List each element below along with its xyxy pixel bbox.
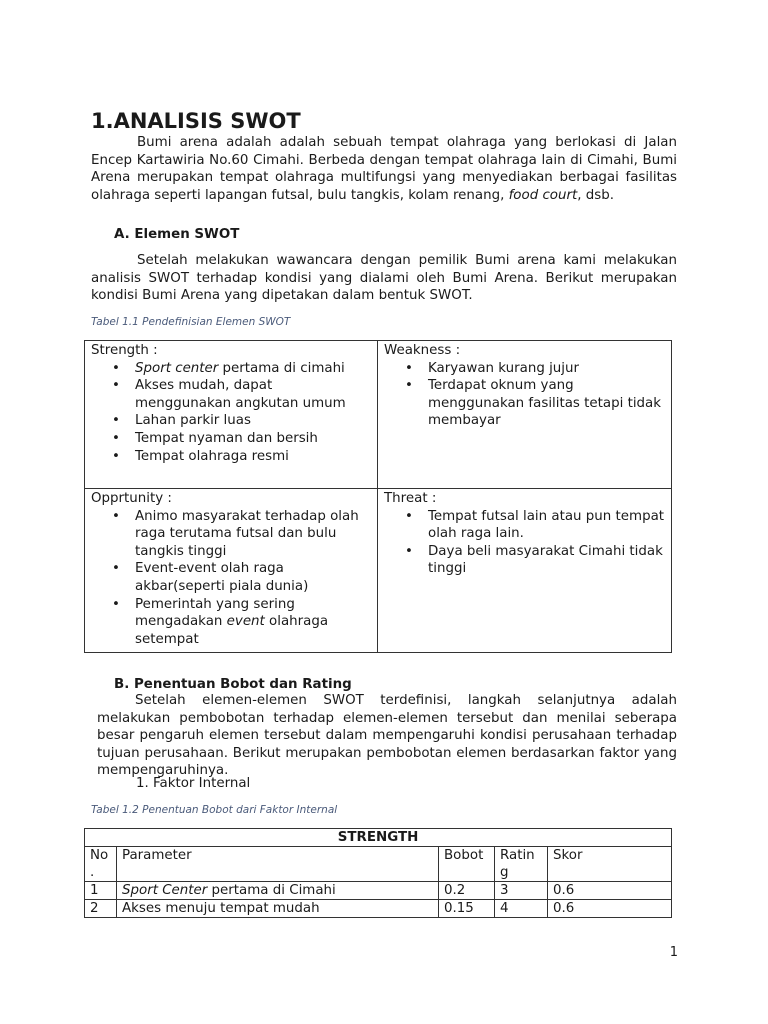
list-item <box>428 508 665 543</box>
cell-skor: 0.6 <box>548 882 672 900</box>
text-segment: pertama di Cimahi <box>207 883 336 898</box>
list-item <box>428 360 665 378</box>
text-segment: Sport Center <box>122 883 208 898</box>
list-item <box>135 560 371 595</box>
text-segment: olahraga setempat <box>135 614 329 647</box>
section-a-text: Setelah melakukan wawancara dengan pemilik Bumi arena kami melakukan analisis SWOT terhadap kondisi yang dialami oleh Bumi Arena. Berikut merupakan kondisi Bumi Arena yang dipetakan dalam bentuk SWOT. <box>91 253 677 304</box>
text-segment: Pemerintah yang sering mengadakan <box>135 596 295 630</box>
text-segment: Daya beli masyarakat Cimahi tidak tinggi <box>428 543 663 577</box>
list-item <box>428 543 665 578</box>
list-item <box>135 596 371 649</box>
strength-list <box>91 360 371 466</box>
text-segment: Akses mudah, dapat menggunakan angkutan umum <box>135 378 346 411</box>
cell-no: 1 <box>85 882 117 900</box>
text-segment: , dsb. <box>577 187 614 203</box>
weakness-cell <box>378 341 672 489</box>
text-segment: event <box>226 614 265 630</box>
text-segment: Tempat futsal lain atau pun tempat olah raga lain. <box>428 508 665 542</box>
list-item <box>135 448 371 466</box>
intro-text <box>91 134 677 204</box>
text-segment: Animo masyarakat terhadap olah raga terutama futsal dan bulu tangkis tinggi <box>135 508 359 559</box>
section-b-heading: B. Penentuan Bobot dan Rating <box>114 677 352 692</box>
text-segment: Event-event olah raga akbar(seperti piala dunia) <box>135 561 309 594</box>
text-segment: Tempat olahraga resmi <box>135 448 289 464</box>
text-segment: pertama di cimahi <box>218 360 345 376</box>
strength-table-body <box>85 882 672 918</box>
text-segment: Tempat nyaman dan bersih <box>135 430 318 446</box>
weakness-list <box>384 360 665 430</box>
text-segment: Akses menuju tempat mudah <box>122 901 320 916</box>
header-bobot: Bobot <box>439 847 495 882</box>
text-segment: Sport center <box>135 360 219 376</box>
text-segment: Terdapat oknum yang menggunakan fasilitas tetapi tidak membayar <box>428 378 662 429</box>
strength-label: Strength : <box>91 343 158 358</box>
cell-parameter <box>117 882 439 900</box>
opportunity-label: Opprtunity : <box>91 491 172 506</box>
cell-bobot: 0.15 <box>439 900 495 918</box>
cell-skor: 0.6 <box>548 900 672 918</box>
cell-parameter <box>117 900 439 918</box>
threat-label: Threat : <box>384 491 437 506</box>
list-item <box>135 377 371 412</box>
list-item <box>135 430 371 448</box>
text-segment: Karyawan kurang jujur <box>428 360 579 376</box>
list-item <box>135 412 371 430</box>
list-item <box>135 508 371 561</box>
header-skor: Skor <box>548 847 672 882</box>
section-a-heading: A. Elemen SWOT <box>114 227 240 242</box>
strength-cell <box>85 341 378 489</box>
text-segment: Bumi arena adalah adalah sebuah tempat olahraga yang berlokasi di Jalan Encep Kartawiria No.60 Cimahi. Berbeda dengan tempat olahraga lain di Cimahi, Bumi Arena merupakan tempat olahraga multifungsi yang menyediakan berbagai fasilitas olahraga seperti lapangan futsal, bulu tangkis, kolam renang, <box>91 135 677 203</box>
table-row <box>85 882 672 900</box>
list-item <box>135 360 371 378</box>
opportunity-list <box>91 508 371 649</box>
table-row <box>85 900 672 918</box>
cell-no: 2 <box>85 900 117 918</box>
header-no: No . <box>85 847 117 882</box>
faktor-internal-item: 1. Faktor Internal <box>136 776 251 791</box>
page-number: 1 <box>669 945 678 960</box>
table-1-1-caption: Tabel 1.1 Pendefinisian Elemen SWOT <box>91 316 291 328</box>
threat-list <box>384 508 665 578</box>
header-parameter: Parameter <box>117 847 439 882</box>
list-item <box>428 377 665 430</box>
section-b-paragraph <box>97 692 677 780</box>
text-segment: food court <box>508 187 578 203</box>
threat-cell <box>378 489 672 653</box>
strength-table-title: STRENGTH <box>85 829 672 847</box>
opportunity-cell <box>85 489 378 653</box>
cell-bobot: 0.2 <box>439 882 495 900</box>
table-1-2-caption: Tabel 1.2 Penentuan Bobot dari Faktor Internal <box>91 804 338 816</box>
section-a-paragraph <box>91 252 677 305</box>
page-title: 1.ANALISIS SWOT <box>91 109 301 133</box>
cell-rating: 3 <box>495 882 548 900</box>
cell-rating: 4 <box>495 900 548 918</box>
section-b-text: Setelah elemen-elemen SWOT terdefinisi, langkah selanjutnya adalah melakukan pembobotan terhadap elemen-elemen tersebut dan menilai seberapa besar pengaruh elemen tersebut dalam mempengaruhi kondisi perusahaan terhadap tujuan perusahaan. Berikut merupakan pembobotan elemen berdasarkan faktor yang mempengaruhinya. <box>97 693 677 779</box>
strength-table <box>84 828 672 918</box>
header-rating: Rating <box>495 847 548 882</box>
intro-paragraph <box>91 134 677 204</box>
weakness-label: Weakness : <box>384 343 461 358</box>
text-segment: Lahan parkir luas <box>135 413 251 429</box>
swot-table <box>84 340 672 653</box>
